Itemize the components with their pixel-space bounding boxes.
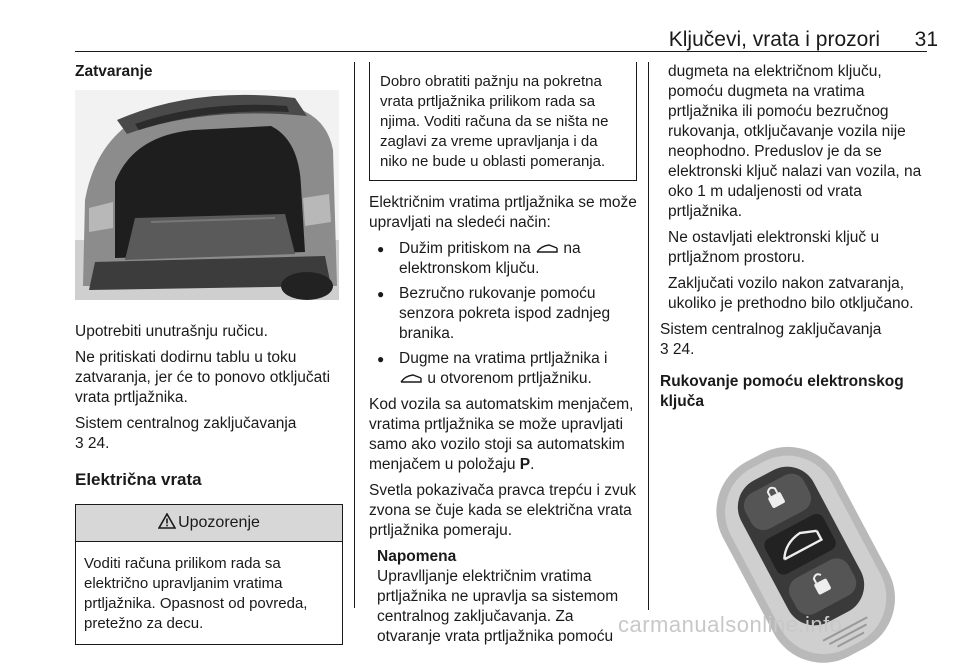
tailgate-icon	[399, 373, 423, 385]
list-item: ● Dužim pritiskom na na elektronskom ključu.	[369, 239, 637, 279]
operation-methods-list	[369, 239, 637, 389]
note-body: Upravlljanje električnim vratima prtljažnika ne upravlja sa sistemom centralnog zaključavanja. Za otvaranje vrata prtljažnika pomoću	[377, 568, 619, 645]
header-divider	[75, 51, 927, 52]
caution-box: Dobro obratiti pažnju na pokretna vrata prtljažnika prilikom rada sa njima. Voditi računa da se ništa ne zaglavi za vreme upravljanja i da niko ne bude u oblasti pomeranja.	[369, 62, 637, 181]
col2-paragraph-3: Svetla pokazivača pravca trepću i zvuk zvona se čuje kada se električna vrata prtljažnika pomeraju.	[369, 482, 637, 539]
col1-paragraph-1: Upotrebiti unutrašnju ručicu.	[75, 323, 268, 340]
page-reference-link[interactable]: 3 24.	[660, 341, 695, 358]
col1-paragraph-2: Ne pritiskati dodirnu tablu u toku zatvaranja, jer će to ponovo otključati vrata prtljažnika.	[75, 349, 331, 406]
warning-title: Upozorenje	[178, 514, 260, 531]
note-continuation	[660, 62, 928, 314]
list-item: ● Dugme na vratima prtljažnika i u otvorenom prtljažniku.	[369, 349, 637, 389]
column-1	[75, 62, 343, 645]
gear-position-p: P	[519, 456, 531, 473]
page-reference-link[interactable]: 3 24.	[75, 435, 110, 452]
warning-header	[76, 504, 342, 542]
page-number: 31	[914, 28, 938, 51]
watermark: carmanualsonline.info	[618, 612, 843, 637]
col3-paragraph-3: Zaključati vozilo nakon zatvaranja, ukoliko je prethodno bilo otključano.	[668, 275, 914, 312]
warning-box	[75, 504, 343, 645]
closing-heading: Zatvaranje	[75, 63, 153, 80]
note-block	[369, 547, 637, 647]
central-locking-reference-text: Sistem centralnog zaključavanja	[75, 415, 297, 432]
list-item: ● Bezručno rukovanje pomoću senzora pokreta ispod zadnjeg branika.	[369, 284, 637, 344]
open-tailgate-illustration	[75, 90, 339, 300]
warning-triangle-icon	[158, 513, 176, 529]
col3-paragraph-1: dugmeta na električnom ključu, pomoću dugmeta na vratima prtljažnika ili pomoću bezručnog rukovanja, otključavanje vozila nije neophodno. Preduslov je da se elektronski ključ nalazi van vozila, na oko 1 m udaljenosti od vrata prtljažnika.	[668, 63, 922, 220]
col3-paragraph-2: Ne ostavljati elektronski ključ u prtljažnom prostoru.	[668, 229, 880, 266]
column-divider-2	[648, 62, 649, 610]
note-title: Napomena	[377, 548, 457, 565]
column-2	[369, 62, 637, 647]
chapter-title: Ključevi, vrata i prozori	[668, 28, 880, 51]
central-locking-reference-text: Sistem centralnog zaključavanja	[660, 321, 882, 338]
column-divider-1	[354, 62, 355, 608]
tailgate-icon	[535, 243, 559, 255]
col2-paragraph-1: Električnim vratima prtljažnika se može upravljati na sledeći način:	[369, 194, 637, 231]
warning-body: Voditi računa prilikom rada sa električno upravljanim vratima prtljažnika. Opasnost od povreda, pretežno za decu.	[84, 555, 308, 632]
col1-paragraph-3	[75, 414, 343, 454]
electric-doors-heading: Električna vrata	[75, 470, 202, 489]
col2-paragraph-2: Kod vozila sa automatskim menjačem, vratima prtljažnika se može upravljati samo ako vozilo stoji sa automatskim menjačem u položaju P.	[369, 396, 634, 473]
col3-paragraph-4	[660, 320, 928, 360]
electronic-key-heading: Rukovanje pomoću elektronskog ključa	[660, 373, 904, 410]
column-3	[660, 62, 928, 666]
